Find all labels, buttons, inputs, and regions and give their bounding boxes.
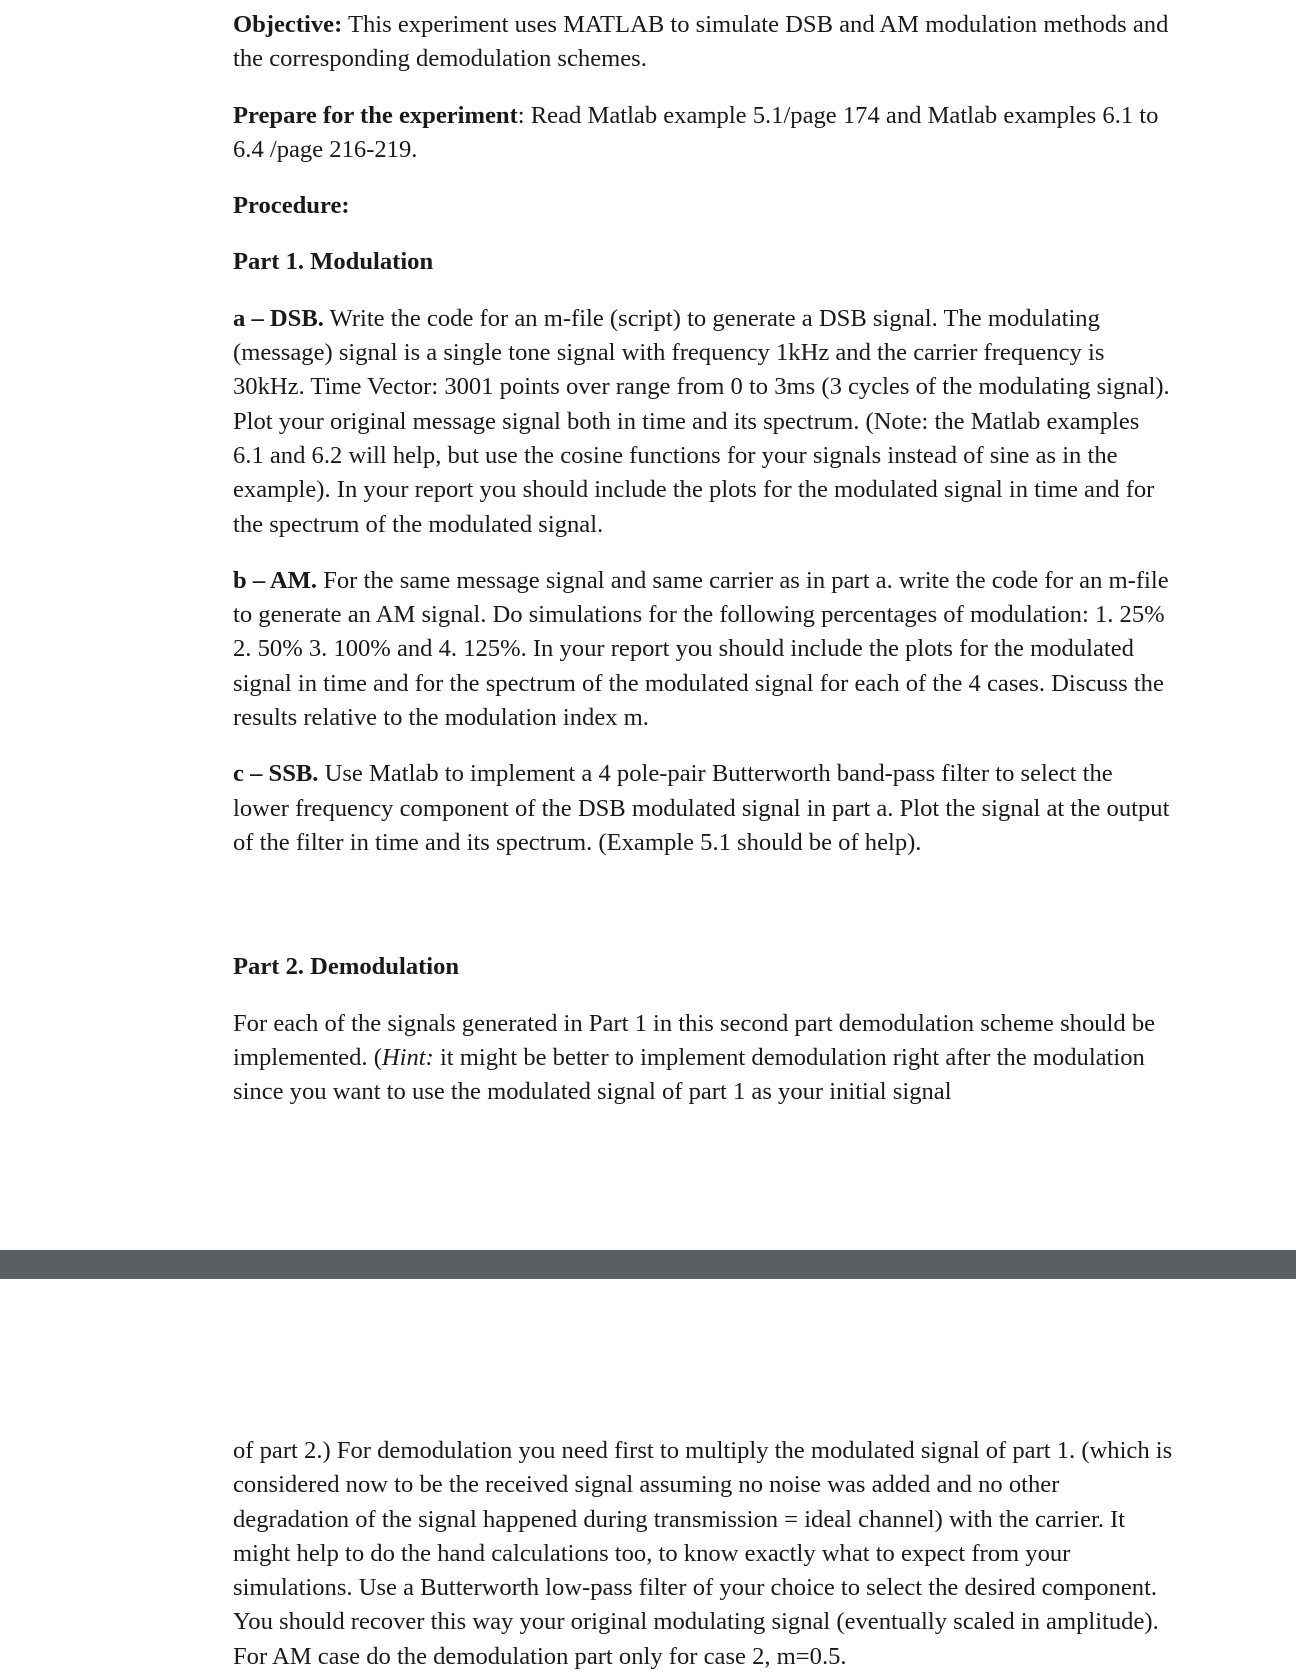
- part1-heading: Part 1. Modulation: [233, 248, 434, 276]
- prepare-text: : Read Matlab example 5.1/page 174 and Matlab examples 6.1 to 6.4 /page 216-219.: [233, 101, 1159, 163]
- prepare-label: Prepare for the experiment: [233, 101, 518, 129]
- part2-continuation-paragraph: of part 2.) For demodulation you need first to multiply the modulated signal of part 1. (which is considered now to be the received signal assuming no noise was added and no other degradation of the signal happened during transmission = ideal channel) with the carrier. It might help to do the hand calculations too, to know exactly what to expect from your simulations. Use a Butterworth low-pass filter of your choice to select the desired component. You should recover this way your original modulating signal (eventually scaled in amplitude). For AM case do the demodulation part only for case 2, m=0.5.: [233, 1437, 1173, 1670]
- part1-b-paragraph: [233, 564, 1173, 735]
- procedure-heading: Procedure:: [233, 192, 350, 220]
- objective-paragraph: [233, 8, 1173, 77]
- part1-a-label: a – DSB.: [233, 304, 324, 332]
- part1-c-paragraph: [233, 757, 1173, 860]
- part1-a-text: Write the code for an m-file (script) to generate a DSB signal. The modulating (message) signal is a single tone signal with frequency 1kHz and the carrier frequency is 30kHz. Time Vector: 3001 points over range from 0 to 3ms (3 cycles of the modulating signal). Plot your original message signal both in time and its spectrum. (Note: the Matlab examples 6.1 and 6.2 will help, but use the cosine functions for your signals instead of sine as in the example). In your report you should include the plots for the modulated signal in time and for the spectrum of the modulated signal.: [233, 304, 1170, 538]
- page-separator: [0, 1250, 1296, 1279]
- part1-c-label: c – SSB.: [233, 760, 319, 788]
- hint-label: Hint:: [381, 1043, 434, 1071]
- objective-text: This experiment uses MATLAB to simulate DSB and AM modulation methods and the corresponding demodulation schemes.: [233, 11, 1169, 73]
- document-page-2: [0, 1279, 1296, 1671]
- page-2-content: [233, 1434, 1173, 1674]
- part1-b-text: For the same message signal and same carrier as in part a. write the code for an m-file to generate an AM signal. Do simulations for the following percentages of modulation: 1. 25% 2. 50% 3. 100% and 4. 125%. In your report you should include the plots for the modulated signal in time and for the spectrum of the modulated signal for each of the 4 cases. Discuss the results relative to the modulation index m.: [233, 566, 1169, 732]
- part2-intro-continued: it might be better to implement demodulation right after the modulation since you want to use the modulated signal of part 1 as your initial signal: [233, 1043, 1145, 1106]
- prepare-paragraph: [233, 99, 1173, 168]
- part2-intro-paragraph: [233, 1007, 1173, 1110]
- objective-label: Objective:: [233, 11, 343, 38]
- part1-b-label: b – AM.: [233, 566, 318, 594]
- part1-c-text: Use Matlab to implement a 4 pole-pair Butterworth band-pass filter to select the lower frequency component of the DSB modulated signal in part a. Plot the signal at the output of the filter in time and its spectrum. (Example 5.1 should be of help).: [233, 760, 1170, 856]
- part2-intro-text: For each of the signals generated in Part 1 in this second part demodulation scheme should be implemented. (: [233, 1009, 1156, 1071]
- part1-a-paragraph: [233, 302, 1173, 542]
- part2-heading: Part 2. Demodulation: [233, 953, 460, 981]
- page-1-content: [233, 8, 1173, 1109]
